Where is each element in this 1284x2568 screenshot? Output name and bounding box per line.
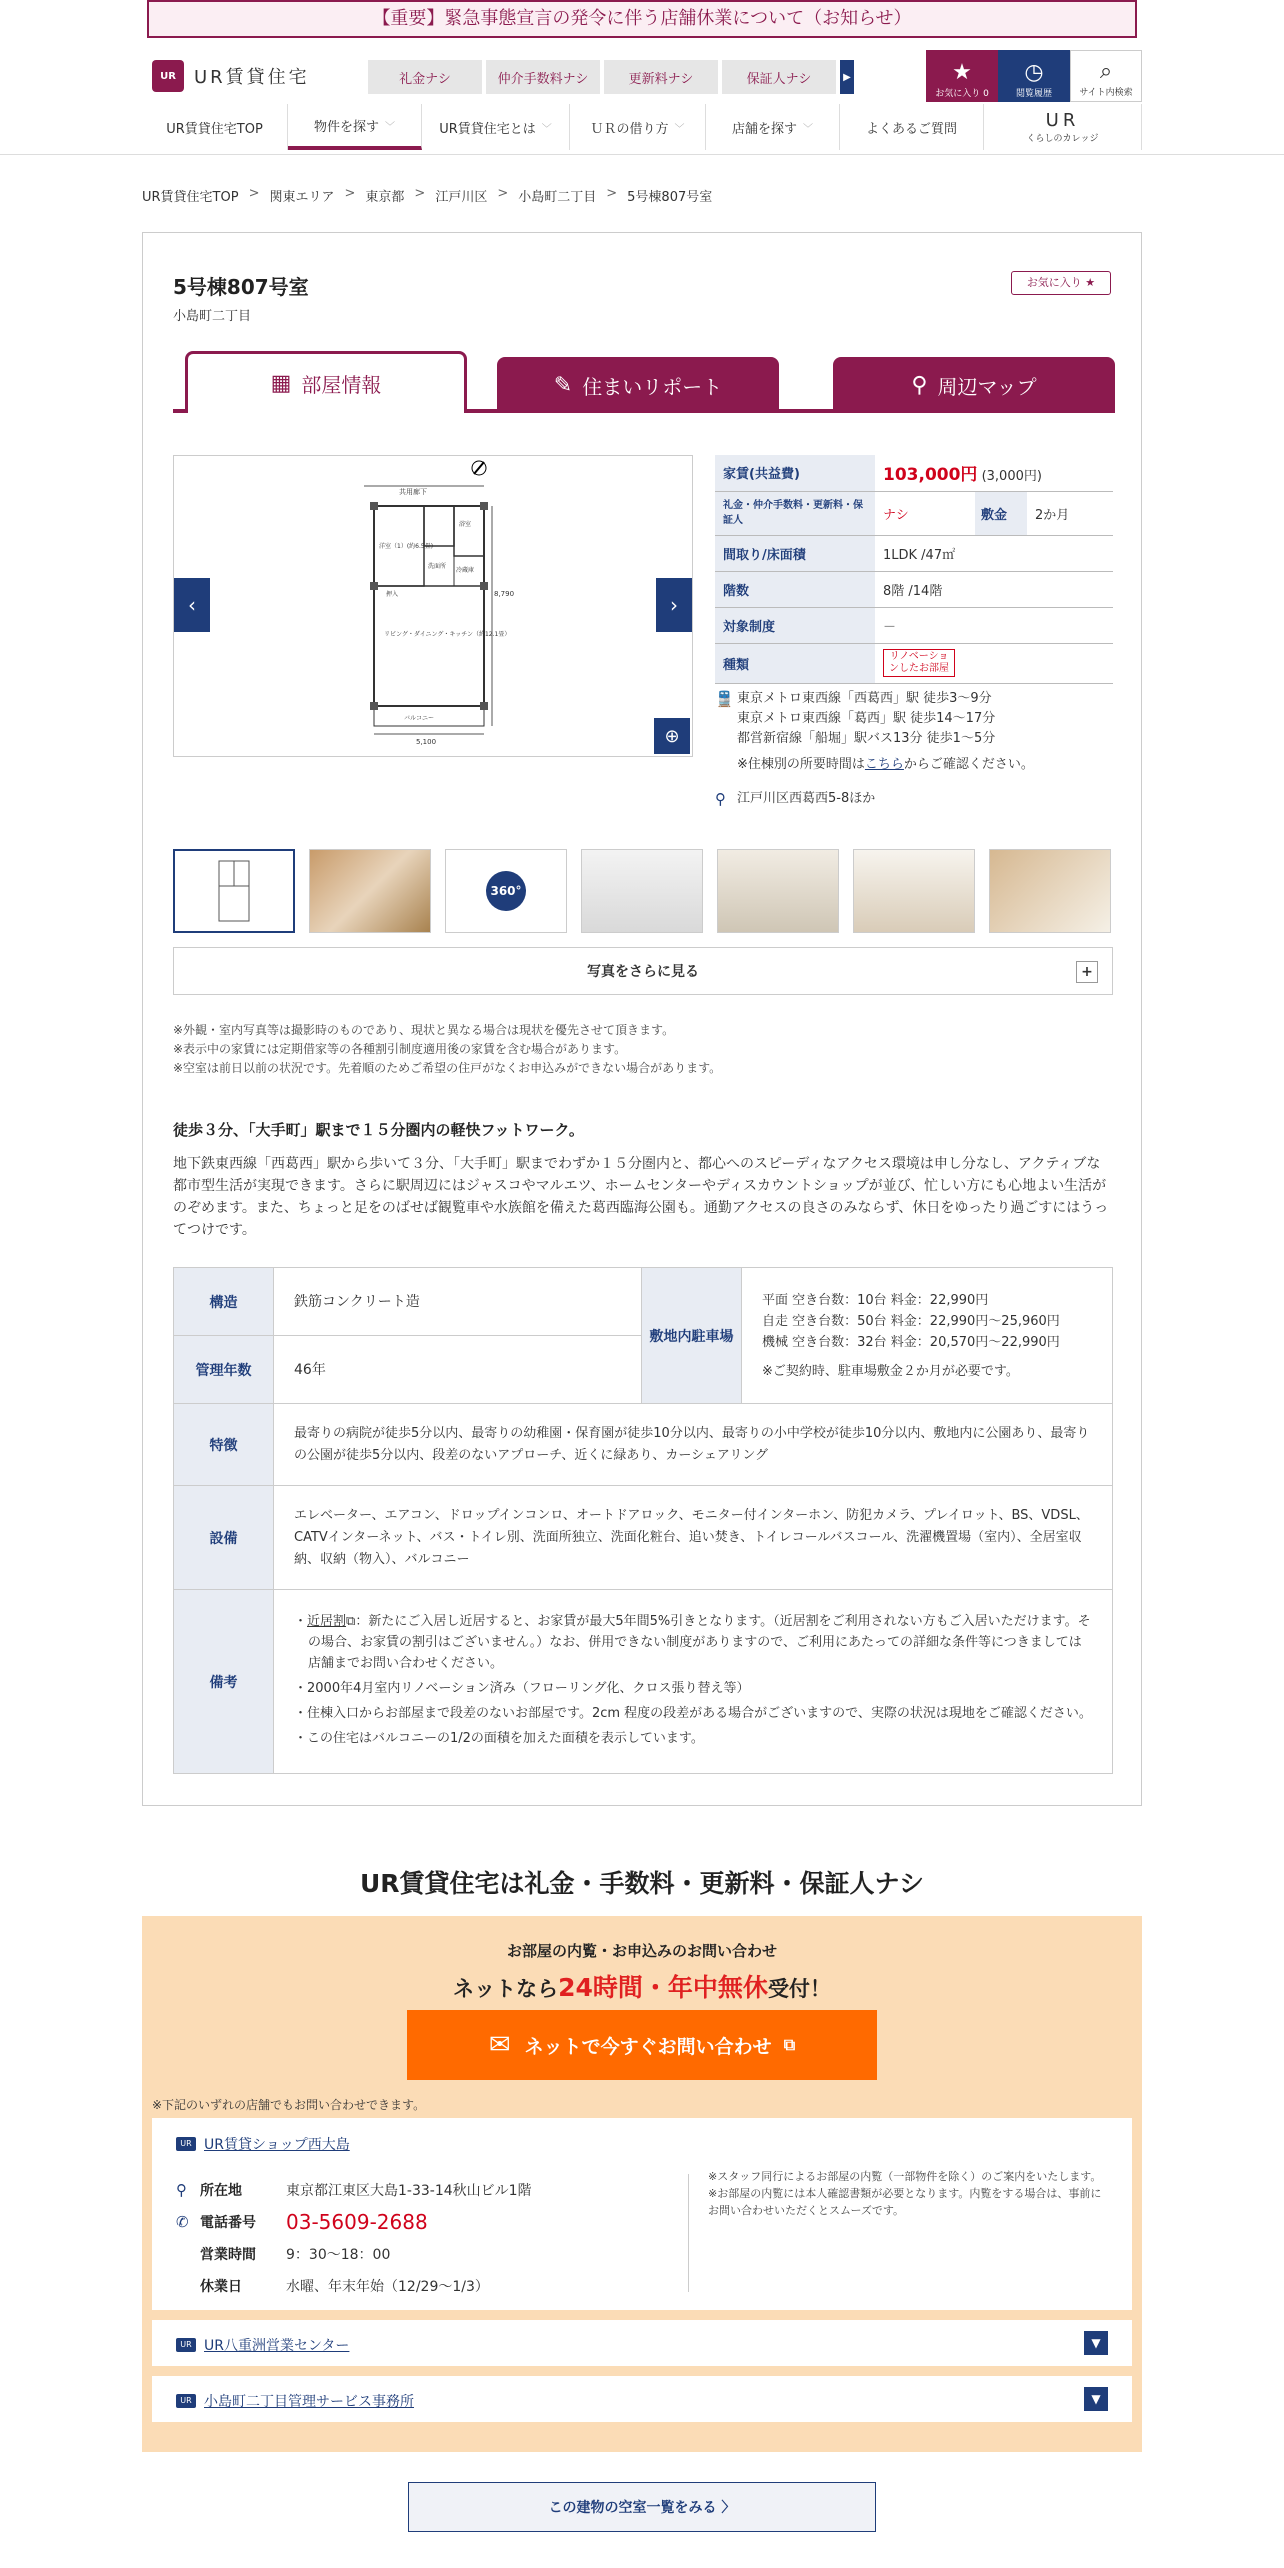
- room-info: [715, 455, 1113, 808]
- gallery-next-button[interactable]: [656, 578, 692, 632]
- zoom-button[interactable]: [654, 718, 690, 754]
- breadcrumb-item[interactable]: 東京都: [365, 190, 405, 205]
- nashi-tab-reikin[interactable]: 礼金ナシ: [368, 60, 482, 94]
- svg-text:浴室: 浴室: [459, 521, 472, 528]
- fees-label: 礼金・仲介手数料・更新料・保証人: [715, 491, 875, 535]
- shop-closed-days: 水曜、年末年始（12/29～1/3）: [286, 2279, 489, 2295]
- site-search-label: サイト内検索: [1079, 88, 1133, 98]
- svg-text:洋室（1）(約6.5畳): 洋室（1）(約6.5畳): [379, 543, 434, 550]
- contact-headline: ネットなら24時間・年中無休受付！: [453, 1973, 831, 2002]
- renovation-badge: リノベーションしたお部屋: [883, 649, 955, 677]
- chevron-right-icon[interactable]: ▶: [840, 60, 854, 94]
- site-header: [142, 50, 1142, 102]
- ur-benefits-heading: UR賃貸住宅は礼金・手数料・更新料・保証人ナシ: [359, 1869, 925, 1898]
- access-line: 東京メトロ東西線「葛西」駅 徒歩14～17分: [737, 711, 996, 726]
- svg-text:8,790: 8,790: [494, 590, 515, 598]
- access-line: 東京メトロ東西線「西葛西」駅 徒歩3～9分: [737, 691, 992, 706]
- breadcrumb-item[interactable]: 関東エリア: [269, 190, 335, 205]
- clock-icon: ◷: [1024, 60, 1044, 85]
- shop-accordion[interactable]: [152, 2376, 1132, 2422]
- rent-label: 家賃(共益費): [715, 455, 875, 491]
- floorplan-thumb-icon: [194, 856, 274, 926]
- gnav-faq[interactable]: よくあるご質問: [840, 104, 984, 150]
- map-pin-icon: ⚲: [176, 2181, 187, 2199]
- nashi-tab-chukai[interactable]: 仲介手数料ナシ: [486, 60, 600, 94]
- shop-details: ⚲ 所在地 東京都江東区大島1-33-14秋山ビル1階 ✆ 電話番号 03-5609-2688 営業時間 9：30～18：00 休業日 水曜、年末年始（12/29～1/3）: [176, 2181, 532, 2295]
- star-icon: ★: [952, 60, 972, 85]
- map-pin-icon: ⚲: [715, 790, 726, 808]
- age-value: 46年: [274, 1336, 642, 1404]
- tab-area-map[interactable]: ⚲ 周辺マップ: [833, 357, 1115, 413]
- parking-value: 平面 空き台数：10台 料金：22,990円 自走 空き台数：50台 料金：22,990円～25,960円 機械 空き台数：32台 料金：20,570円～22,990円 ※ご契約時、駐車場敷金２か月が必要です。: [742, 1268, 1113, 1404]
- ur-shop-icon: UR: [176, 2394, 196, 2408]
- deposit-label: 敷金: [975, 491, 1027, 535]
- catch-copy: 徒歩３分、「大手町」駅まで１５分圏内の軽快フットワーク。: [173, 1121, 584, 1139]
- chevron-down-icon[interactable]: ▼: [1084, 2331, 1108, 2355]
- svg-text:冷蔵庫: 冷蔵庫: [456, 567, 475, 574]
- remarks-label: 備考: [174, 1590, 274, 1774]
- shop-address: 東京都江東区大島1-33-14秋山ビル1階: [286, 2183, 532, 2199]
- edit-icon: ✎: [553, 372, 573, 398]
- gnav-about[interactable]: UR賃貸住宅とは ﹀: [422, 104, 570, 150]
- contact-subtitle: お部屋の内覧・お申込みのお問い合わせ: [506, 1942, 777, 1960]
- chevron-down-icon: ﹀: [541, 123, 552, 135]
- gnav-search[interactable]: 物件を探す ﹀: [288, 104, 422, 150]
- shop-name-link[interactable]: UR UR八重洲営業センター: [176, 2335, 349, 2355]
- vacancy-list-button[interactable]: この建物の空室一覧をみる 〉: [408, 2482, 876, 2532]
- thumb-360[interactable]: [445, 849, 567, 933]
- breadcrumb-item[interactable]: 小島町二丁目: [518, 190, 597, 205]
- plus-icon: +: [1076, 961, 1098, 983]
- thumb-photo[interactable]: [581, 849, 703, 933]
- floor-value: 8階 /14階: [875, 571, 1113, 607]
- type-label: 種類: [715, 643, 875, 683]
- svg-text:共用廊下: 共用廊下: [399, 488, 427, 496]
- shop-name-link[interactable]: UR 小島町二丁目管理サービス事務所: [176, 2391, 414, 2411]
- emergency-notice-banner[interactable]: 【重要】緊急事態宣言の発令に伴う店舗休業について（お知らせ）: [147, 0, 1137, 38]
- thumb-photo[interactable]: [717, 849, 839, 933]
- access-detail-link[interactable]: こちら: [864, 757, 904, 772]
- svg-text:洗面所: 洗面所: [428, 563, 447, 570]
- mail-icon: ✉: [488, 2030, 511, 2060]
- more-photos-button[interactable]: 写真をさらに見る +: [173, 947, 1113, 995]
- chevron-left-icon: ‹: [188, 593, 196, 617]
- photo-notes: ※外観・室内写真等は撮影時のものであり、現状と異なる場合は現状を優先させて頂きます。 ※表示中の家賃には定期借家等の各種割引制度適用後の家賃を含む場合があります。 ※空室は前日以前の状況です。先着順のためご希望の住戸がなくお申込みができない場合があります。: [173, 1023, 722, 1075]
- features-value: 最寄りの病院が徒歩5分以内、最寄りの幼稚園・保育園が徒歩10分以内、最寄りの小中学校が徒歩10分以内、敷地内に公園あり、最寄りの公園が徒歩5分以内、段差のないアプローチ、近くに緑あり、カーシェアリング: [274, 1404, 1113, 1486]
- gnav-top[interactable]: UR賃貸住宅TOP: [142, 104, 288, 150]
- floorplan-image: [174, 456, 692, 756]
- svg-text:押入: 押入: [386, 591, 399, 598]
- nashi-tab-hoshonin[interactable]: 保証人ナシ: [722, 60, 836, 94]
- thumb-floorplan[interactable]: [173, 849, 295, 933]
- remarks-value: ・近居割⧉：新たにご入居し近居すると、お家賃が最大5年間5%引きとなります。（近居割をご利用されない方もご入居いただけます。その場合、お家賃の割引はございません。）なお、併用できない制度がありますので、ご利用にあたっての詳細な条件等につきましては店舗までお問い合わせください。 ・2000年4月室内リノベーション済み（フローリング化、クロス張り替え等） ・住棟入口からお部屋まで段差のないお部屋です。2cm 程度の段差がある場合がございますので、実際の状況は現地をご確認ください。 ・この住宅はバルコニーの1/2の面積を加えた面積を表示しています。: [274, 1590, 1113, 1774]
- thumb-photo[interactable]: [309, 849, 431, 933]
- header-icons: [926, 50, 1142, 102]
- layout-label: 間取り/床面積: [715, 535, 875, 571]
- floor-label: 階数: [715, 571, 875, 607]
- header-divider: [0, 154, 1284, 155]
- deposit-value: 2か月: [1027, 491, 1113, 535]
- target-label: 対象制度: [715, 607, 875, 643]
- gnav-shops[interactable]: 店舗を探す ﹀: [706, 104, 840, 150]
- shop-card: [152, 2118, 1132, 2310]
- train-icon: 🚆: [715, 690, 734, 708]
- tab-living-report[interactable]: ✎ 住まいリポート: [497, 357, 779, 413]
- external-link-icon: ⧉: [346, 1613, 356, 1629]
- contact-note: ※下記のいずれの店舗でもお問い合わせできます。: [152, 2098, 426, 2112]
- shop-name-link[interactable]: UR UR賃貸ショップ西大島: [176, 2134, 350, 2154]
- room-title: 5号棟807号室: [173, 275, 309, 299]
- building-icon: ▦: [270, 371, 292, 396]
- floorplan-gallery[interactable]: [173, 455, 693, 757]
- ur-shop-icon: UR: [176, 2137, 196, 2151]
- chevron-down-icon: ﹀: [385, 121, 395, 133]
- rent-value: 103,000円 (3,000円): [875, 455, 1113, 491]
- breadcrumb-item[interactable]: 江戸川区: [435, 190, 488, 205]
- target-value: －: [875, 607, 1113, 643]
- gnav-how-to-rent[interactable]: ＵＲの借り方 ﹀: [570, 104, 706, 150]
- room-tabs: [173, 351, 1113, 413]
- ur-logo[interactable]: [152, 58, 352, 94]
- panorama-360-icon: 360°: [486, 871, 526, 911]
- favorites-label: お気に入り 0: [935, 89, 989, 99]
- shop-accordion[interactable]: [152, 2320, 1132, 2366]
- layout-value: 1LDK /47㎡: [875, 535, 1113, 571]
- chevron-right-icon: ›: [670, 593, 678, 617]
- web-inquiry-button[interactable]: ✉ ネットで今すぐお問い合わせ ⧉: [407, 2010, 877, 2080]
- nashi-tabs: [368, 60, 854, 94]
- address: 江戸川区西葛西5-8ほか: [737, 791, 876, 806]
- external-link-icon: ⧉: [783, 2035, 796, 2054]
- property-description: 地下鉄東西線「西葛西」駅から歩いて３分、「大手町」駅までわずか１５分圏内と、都心へのスピーディなアクセス環境は申し分なし、アクティブな都市型生活が実現できます。さらに駅周辺にはジャスコやマルエツ、ホームセンターやディスカウントショップが並び、忙しい方にも心地よい生活がのぞめます。また、ちょっと足をのばせば観覧車や水族館を備えた葛西臨海公園も。通勤アクセスの良さのみならず、休日をゆったり過ごすにはうってつけです。: [173, 1156, 1109, 1238]
- global-nav: [142, 104, 1142, 150]
- age-label: 管理年数: [174, 1336, 274, 1404]
- divider: [688, 2174, 689, 2292]
- thumb-photo[interactable]: [853, 849, 975, 933]
- search-icon: ⌕: [1099, 59, 1113, 84]
- history-button[interactable]: [998, 50, 1070, 102]
- breadcrumb-current: 5号棟807号室: [627, 190, 713, 205]
- chevron-down-icon: ﹀: [674, 123, 685, 135]
- gallery-prev-button[interactable]: [174, 578, 210, 632]
- add-favorite-button[interactable]: お気に入り ★: [1011, 271, 1111, 295]
- svg-text:バルコニー: バルコニー: [404, 715, 435, 722]
- logo-text: UR賃貸住宅: [194, 67, 310, 88]
- structure-value: 鉄筋コンクリート造: [274, 1268, 642, 1336]
- svg-text:リビング・ダイニング・キッチン（約12.1畳）: リビング・ダイニング・キッチン（約12.1畳）: [384, 631, 511, 638]
- tab-room-info[interactable]: ▦ 部屋情報: [185, 351, 467, 413]
- shop-phone[interactable]: 03-5609-2688: [286, 2210, 428, 2234]
- features-label: 特徴: [174, 1404, 274, 1486]
- contact-section: [142, 1916, 1142, 2452]
- phone-icon: ✆: [176, 2213, 189, 2231]
- svg-text:5,100: 5,100: [416, 738, 437, 746]
- breadcrumb-item[interactable]: UR賃貸住宅TOP: [142, 190, 239, 205]
- shop-notes: ※スタッフ同行によるお部屋の内覧（一部物件を除く）のご案内をいたします。 ※お部屋の内覧には本人確認書類が必要となります。内覧をする場合は、事前にお問い合わせいただくとスムーズです。: [708, 2170, 1102, 2217]
- magnifier-plus-icon: ⊕: [664, 725, 680, 747]
- fees-value: ナシ: [875, 491, 975, 535]
- property-spec-table: [173, 1267, 1113, 1774]
- favorites-button[interactable]: [926, 50, 998, 102]
- site-search-button[interactable]: [1070, 50, 1142, 102]
- equipment-value: エレベーター、エアコン、ドロップインコンロ、オートドアロック、モニター付インターホン、防犯カメラ、プレイロット、BS、VDSL、CATVインターネット、バス・トイレ別、洗面所独立、洗面化粧台、追い焚き、トイレコールバスコール、洗濯機置場（室内）、全居室収納、収納（物入）、バルコニー: [274, 1486, 1113, 1590]
- parking-label: 敷地内駐車場: [642, 1268, 742, 1404]
- room-subtitle: 小島町二丁目: [173, 309, 252, 324]
- thumb-photo[interactable]: [989, 849, 1111, 933]
- map-pin-icon: ⚲: [911, 372, 928, 398]
- equipment-label: 設備: [174, 1486, 274, 1590]
- kinkyo-wari-link[interactable]: 近居割: [307, 1613, 347, 1629]
- structure-label: 構造: [174, 1268, 274, 1336]
- nashi-tab-koshin[interactable]: 更新料ナシ: [604, 60, 718, 94]
- chevron-down-icon[interactable]: ▼: [1084, 2387, 1108, 2411]
- room-info-table: [715, 455, 1113, 684]
- chevron-down-icon: ﹀: [803, 123, 813, 135]
- ur-shop-icon: UR: [176, 2338, 196, 2352]
- access-info: [715, 689, 1113, 809]
- room-detail-card: [142, 232, 1142, 1806]
- history-label: 閲覧履歴: [1015, 89, 1052, 99]
- access-note: ※住棟別の所要時間はこちらからご確認ください。: [737, 757, 1034, 772]
- photo-thumbnails: [173, 849, 1113, 933]
- ur-logo-icon: UR: [152, 60, 184, 92]
- breadcrumb: UR賃貸住宅TOP > 関東エリア > 東京都 > 江戸川区 > 小島町二丁目 > 5号棟807号室: [142, 186, 713, 205]
- gnav-kurashi-college[interactable]: UR くらしのカレッジ: [984, 104, 1142, 150]
- shop-hours: 9：30～18：00: [286, 2247, 391, 2263]
- access-line: 都営新宿線「船堀」駅バス13分 徒歩1～5分: [737, 731, 996, 746]
